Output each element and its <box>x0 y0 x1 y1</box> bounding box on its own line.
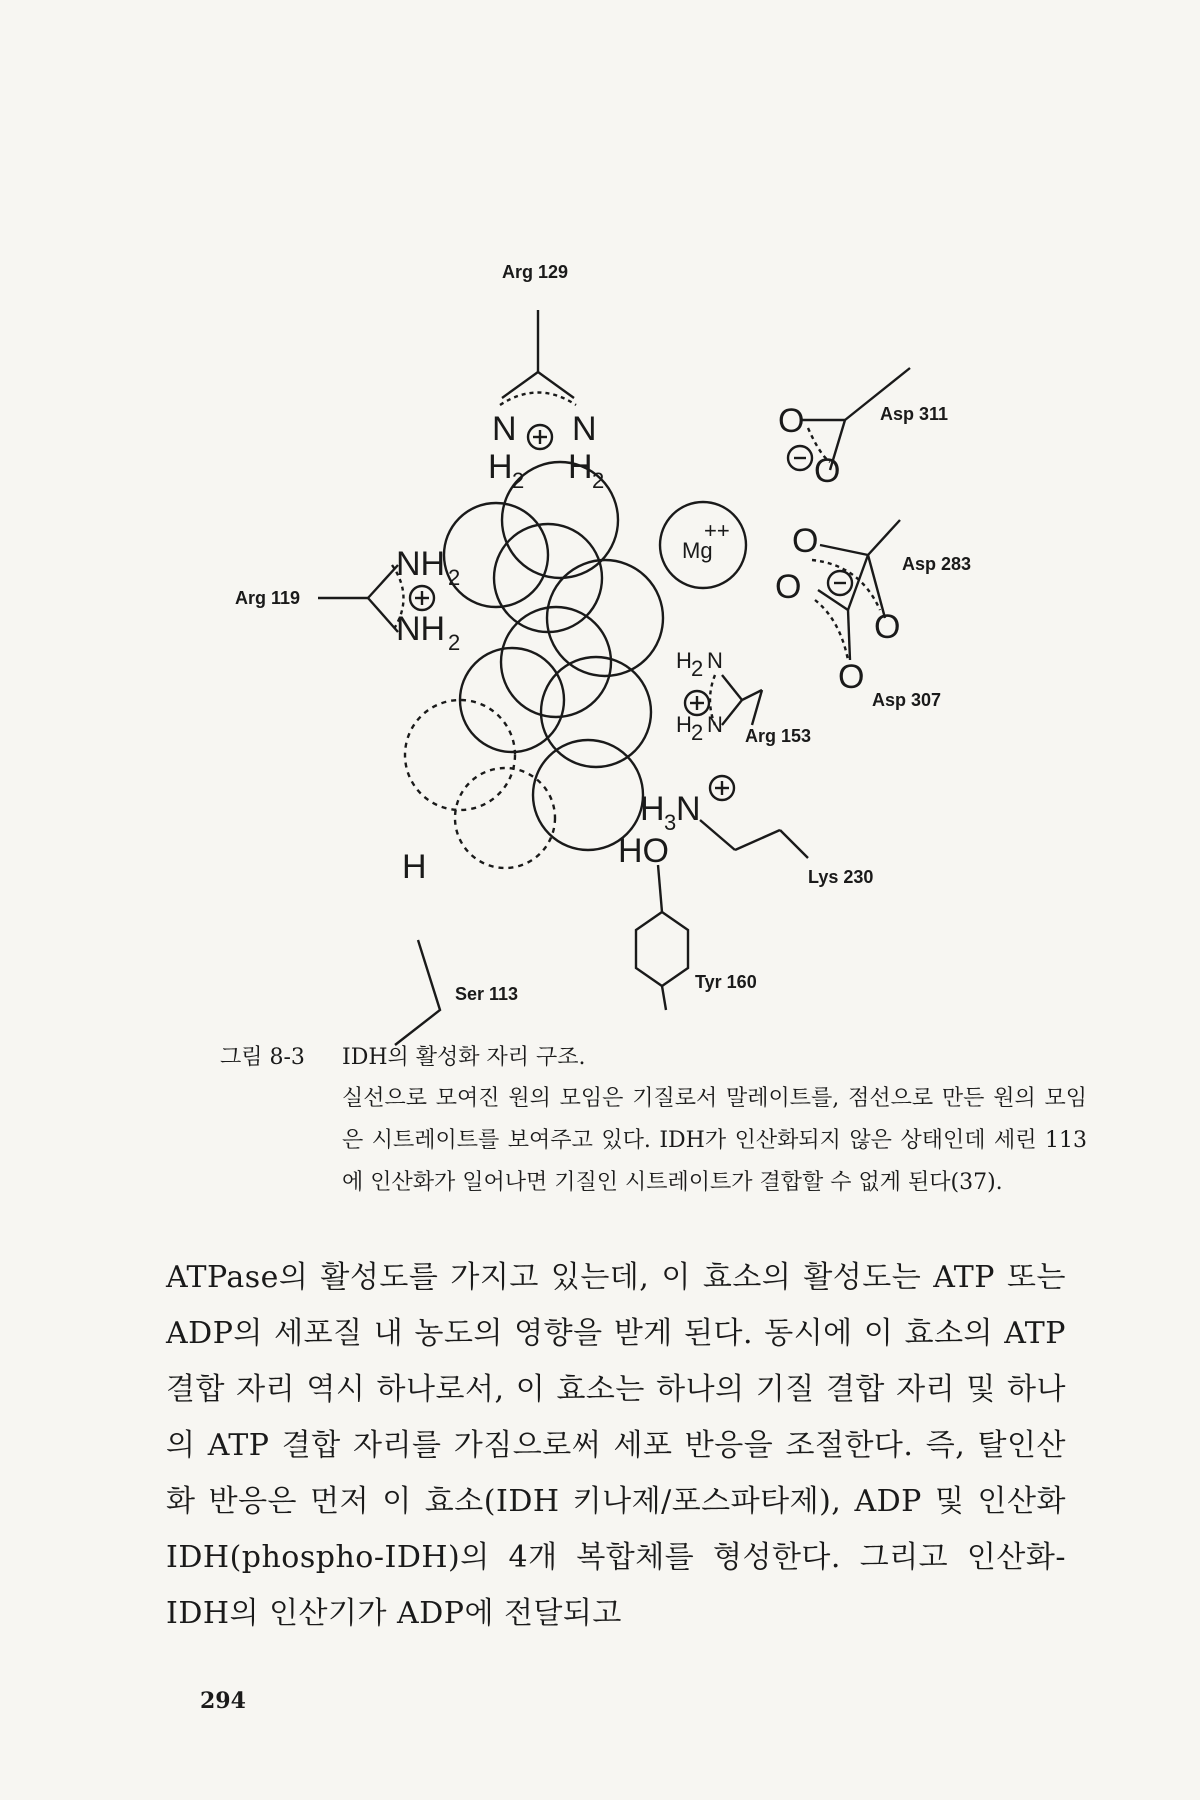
label-asp283: Asp 283 <box>902 554 972 574</box>
arg119-nh2-top: NH <box>396 545 446 583</box>
atom-h-left: H <box>488 448 513 486</box>
label-asp311: Asp 311 <box>880 404 949 424</box>
arg119-nh2-top-sub: 2 <box>448 565 461 590</box>
asp307-o: O <box>838 658 865 696</box>
lys230-sub: 3 <box>664 810 677 835</box>
arg153-sub-top: 2 <box>691 656 704 681</box>
atom-n-left: N <box>492 410 517 448</box>
label-arg129: Arg 129 <box>502 262 569 282</box>
atom-sub-right: 2 <box>592 468 605 493</box>
arg153-n-top: N <box>707 648 723 673</box>
label-lys230: Lys 230 <box>808 867 874 887</box>
arg153-h-top: H <box>676 648 692 673</box>
asp311-o-top: O <box>778 402 805 440</box>
atom-sub-left: 2 <box>512 468 525 493</box>
label-tyr160: Tyr 160 <box>695 972 757 992</box>
asp283-o2: O <box>775 568 802 606</box>
atom-h-citrate: H <box>402 848 427 886</box>
arg153-sub-bottom: 2 <box>691 720 704 745</box>
mg-charge: ++ <box>704 518 730 543</box>
arg119-nh2-bottom: NH <box>396 610 446 648</box>
lys230-h: H <box>640 790 665 828</box>
caption-title: IDH의 활성화 자리 구조. <box>342 1045 586 1070</box>
label-ser113: Ser 113 <box>455 984 519 1004</box>
page-number: 294 <box>200 1688 246 1714</box>
label-asp307: Asp 307 <box>872 690 942 710</box>
arg153-h-bottom: H <box>676 712 692 737</box>
label-arg153: Arg 153 <box>745 726 812 746</box>
asp283-o1: O <box>792 522 819 560</box>
asp283-o3: O <box>874 608 901 646</box>
caption-body: 실선으로 모여진 원의 모임은 기질로서 말레이트를, 점선으로 만든 원의 모임은 시트레이트를 보여주고 있다. IDH가 인산화되지 않은 상태인데 세린 113에 인산화가 일어나면 기질인 시트레이트가 결합할 수 없게 된다(37). <box>342 1086 1087 1195</box>
lys230-n: N <box>676 790 701 828</box>
atom-n-right: N <box>572 410 597 448</box>
atom-h-right: H <box>568 448 593 486</box>
body-paragraph: ATPase의 활성도를 가지고 있는데, 이 효소의 활성도는 ATP 또는 ADP의 세포질 내 농도의 영향을 받게 된다. 동시에 이 효소의 ATP 결합 자리 역시 하나로서, 이 효소는 하나의 기질 결합 자리 및 하나의 ATP 결합 자리를 가짐으로써 세포 반응을 조절한다. 즉, 탈인산화 반응은 먼저 이 효소(IDH 키나제/포스파타제), ADP 및 인산화 IDH(phospho-IDH)의 4개 복합체를 형성한다. 그리고 인산화-IDH의 인산기가 ADP에 전달되고 <box>166 1260 1066 1631</box>
mg-ion: Mg <box>682 538 713 563</box>
arg153-n-bottom: N <box>707 712 723 737</box>
label-arg119: Arg 119 <box>235 588 301 608</box>
tyr160-ho: HO <box>618 832 669 870</box>
caption-label: 그림 8-3 <box>220 1045 305 1070</box>
asp311-o-bottom: O <box>814 452 841 490</box>
arg119-nh2-bottom-sub: 2 <box>448 630 461 655</box>
